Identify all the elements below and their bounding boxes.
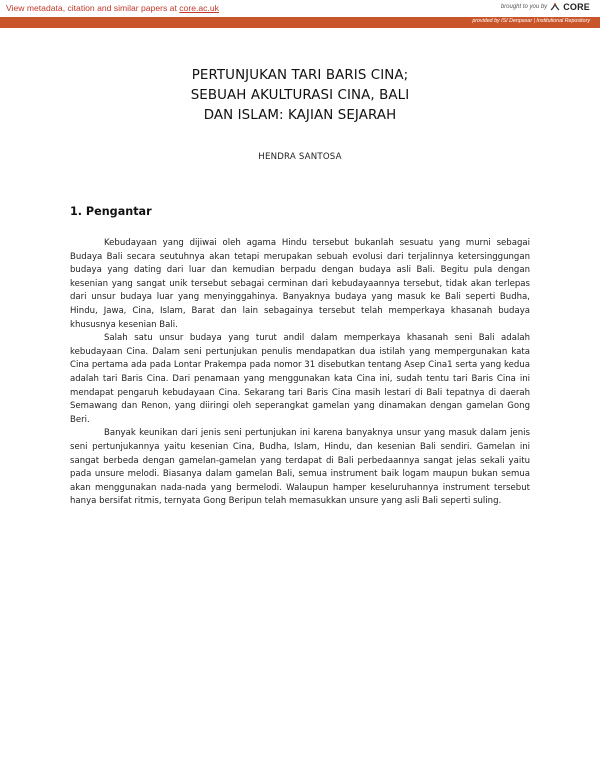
core-brand[interactable] — [501, 2, 590, 12]
paper-title — [0, 66, 600, 126]
paragraph: Kebudayaan yang dijiwai oleh agama Hindu tersebut bukanlah sesuatu yang murni sebagai Budaya Bali secara seutuhnya akan tetapi merupakan sebuah evolusi dari terjalinnya ketersinggungan budaya yang dating dari luar dan kemudian berpadu dengan budaya asli Bali. Begitu pula dengan kesenian yang sangat unik tersebut sebagai cerminan dari kebudayaannya tersebut, tidak akan terlepas dari unsur budaya luar yang menyinggahinya. Banyaknya budaya yang masuk ke Bali seperti Budha, Hindu, Jawa, Cina, Islam, Barat dan lain sebagainya tersebut telah memperkaya khasanah budaya khususnya kesenian Bali. — [70, 238, 530, 330]
core-link-url[interactable]: core.ac.uk — [179, 3, 219, 13]
paragraph: Salah satu unsur budaya yang turut andil dalam memperkaya khasanah seni Bali adalah kebudayaan Cina. Dalam seni pertunjukan penulis mendapatkan dua istilah yang mempergunakan kata Cina pertama ada pada Lontar Prakempa pada nomor 31 disebutkan tentang Asep Cina1 serta yang kedua adalah tari Baris Cina. Dari penamaan yang menggunakan kata Cina ini, sudah tentu tari Baris Cina ini mendapat pengaruh kebudayaan Cina. Sekarang tari Baris Cina masih lestari di Bali tepatnya di daerah Semawang dan Renon, yang diiringi oleh seperangkat gamelan yang dinamakan dengan gamelan Gong Beri. — [70, 333, 530, 425]
provided-by-bar — [0, 17, 600, 28]
provided-by-text[interactable]: provided by ISI Denpasar | Institutional Repository — [472, 18, 590, 24]
core-metadata-link[interactable] — [6, 3, 219, 13]
core-logo-icon — [550, 2, 560, 12]
title-line: DAN ISLAM: KAJIAN SEJARAH — [203, 108, 397, 123]
core-link-prefix[interactable]: View metadata, citation and similar papers at — [6, 3, 180, 13]
core-banner — [0, 0, 600, 17]
title-line: SEBUAH AKULTURASI CINA, BALI — [190, 88, 410, 103]
author-name: HENDRA SANTOSA — [258, 152, 342, 162]
title-line: PERTUNJUKAN TARI BARIS CINA; — [191, 68, 409, 83]
core-logo-text: CORE — [563, 2, 590, 12]
brought-by-label: brought to you by — [500, 4, 548, 10]
paragraph: Banyak keunikan dari jenis seni pertunjukan ini karena banyaknya unsur yang masuk dalam jenis seni pertunjukannya yaitu kesenian Cina, Budha, Islam, Hindu, dan kesenian Bali sendiri. Gamelan ini sangat berbeda dengan gamelan-gamelan yang terdapat di Bali perbedaannya sangat jelas sekali yaitu pada unsure melodi. Biasanya dalam gamelan Bali, semua instrument baik logam maupun bukan semua akan menggunakan nada-nada yang bermelodi. Walaupun hamper keseluruhannya instrument tersebut hanya bersifat ritmis, ternyata Gong Beripun telah memasukkan unsure yang asli Bali seperti suling. — [70, 428, 530, 507]
body-text — [70, 237, 530, 509]
section-heading: 1. Pengantar — [70, 205, 152, 218]
